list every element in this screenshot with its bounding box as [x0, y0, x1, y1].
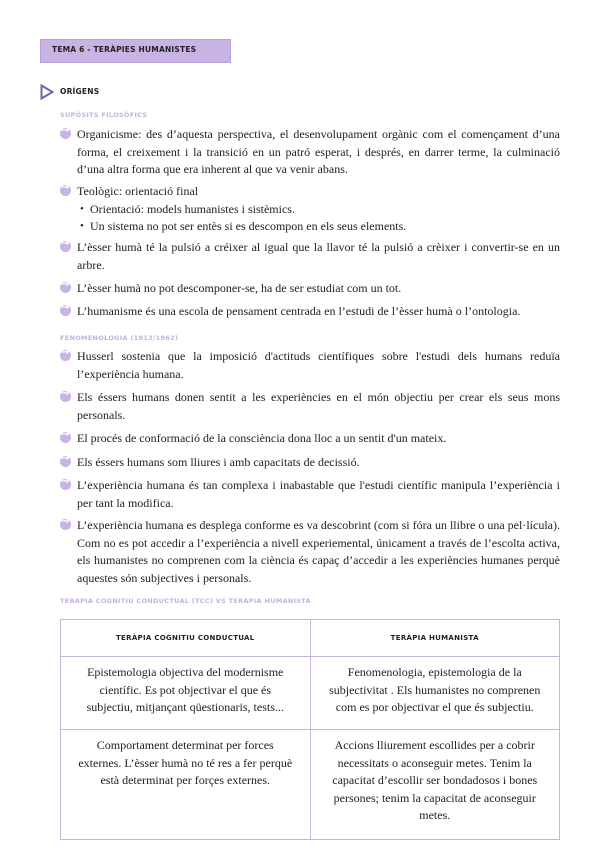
- arrow-circle-icon: [60, 456, 71, 467]
- item-text: Els éssers humans som lliures i amb capacitats de decissió.: [77, 455, 360, 469]
- column-header: TERÀPIA COGNITIU CONDUCTUAL: [61, 620, 311, 657]
- subhead-phenomenology: FENOMENOLOGIA (1913/1962): [60, 334, 179, 342]
- table-cell: Epistemologia objectiva del modernisme científic. Es pot objectivar el que és subjectiu, mitjançant qüestionaris, tests...: [61, 657, 311, 730]
- table-row: [61, 657, 560, 730]
- table-cell: Accions lliurement escollides per a cobrir necessitats o aconseguir metes. Tenim la capacitat d’escollir ser bondadosos i bones persones; tenim la capacitat de aconseguir metes.: [310, 730, 560, 840]
- play-triangle-icon: [40, 84, 54, 100]
- list-item: [60, 477, 560, 512]
- item-text: L’experiència humana es desplega conforme es va descobrint (com si fóra un llibre o una pel·lícula). Com no es pot accedir a l’experiència a nivell experiemental, únicament a través de l’escolta activa, els humanistes no comprenen com la ciència és capaç d’accedir a les experiències humanes perquè aquestes són subjectives i personals.: [77, 518, 560, 585]
- list-item: [60, 454, 560, 472]
- list-item: [60, 280, 560, 298]
- list-item: [60, 517, 560, 587]
- arrow-circle-icon: [60, 128, 71, 139]
- list-item: [60, 389, 560, 424]
- item-text: L’humanisme és una escola de pensament centrada en l’estudi de l’èsser humà o l’ontologia.: [77, 304, 521, 318]
- sub-list-item: • Un sistema no pot ser entès si es descompon en els seus elements.: [77, 218, 560, 235]
- list-item: [60, 348, 560, 383]
- item-text: L’èsser humà té la pulsió a créixer al igual que la llavor té la pulsió a crèixer i convertir-se en un arbre.: [77, 240, 560, 272]
- item-text: L’experiència humana és tan complexa i inabastable que l'estudi científic manipula l’experiència i per tant la modifica.: [77, 478, 560, 510]
- sub-list: [77, 201, 560, 235]
- item-text: Organicisme: des d’aquesta perspectiva, el desenvolupament orgànic com el començament d’una forma, el creixement i la transició en un patró esperat, i després, en darrer terme, la culminació d’una altra forma que era inherent al que va venir abans.: [77, 127, 560, 176]
- item-text: El procés de conformació de la consciència dona lloc a un sentit d'un mateix.: [77, 431, 447, 445]
- column-header: TERÀPIA HUMANISTA: [310, 620, 560, 657]
- item-text: Teològic: orientació final: [77, 184, 199, 198]
- arrow-circle-icon: [60, 185, 71, 196]
- list-item: [60, 303, 560, 321]
- section-title: ORÍGENS: [60, 87, 100, 96]
- arrow-circle-icon: [60, 479, 71, 490]
- list-item: [60, 430, 560, 448]
- topic-title: TEMA 6 - TERÀPIES HUMANISTES: [52, 45, 197, 54]
- subhead-comparison: TERÀPIA COGNITIU CONDUCTUAL (TCC) VS TERÀPIA HUMANISTA: [60, 597, 311, 605]
- item-text: L’èsser humà no pot descomponer-se, ha de ser estudiat com un tot.: [77, 281, 402, 295]
- arrow-circle-icon: [60, 241, 71, 252]
- arrow-circle-icon: [60, 350, 71, 361]
- table-header-row: [61, 620, 560, 657]
- subhead-philosophical: SUPÒSITS FILOSÒFICS: [60, 111, 148, 119]
- arrow-circle-icon: [60, 282, 71, 293]
- item-text: Els éssers humans donen sentit a les experiències en el món objectiu per crear els seus mons personals.: [77, 390, 560, 422]
- arrow-circle-icon: [60, 391, 71, 402]
- list-item: [60, 126, 560, 179]
- item-text: Husserl sostenia que la imposició d'actituds científiques sobre l'estudi dels humans reduïa l’experiència humana.: [77, 349, 560, 381]
- table-cell: Comportament determinat per forces externes. L’èsser humà no té res a fer perquè està determinat per forçes externes.: [61, 730, 311, 840]
- arrow-circle-icon: [60, 432, 71, 443]
- list-item: [60, 183, 560, 235]
- comparison-table: [60, 619, 560, 840]
- arrow-circle-icon: [60, 305, 71, 316]
- table-cell: Fenomenologia, epistemologia de la subjectivitat . Els humanistes no comprenen com es por objectivar el que és subjectiu.: [310, 657, 560, 730]
- sub-list-item: • Orientació: models humanistes i sistèmics.: [77, 201, 560, 218]
- arrow-circle-icon: [60, 519, 71, 530]
- table-row: [61, 730, 560, 840]
- topic-title-bar: [40, 39, 231, 63]
- list-item: [60, 239, 560, 274]
